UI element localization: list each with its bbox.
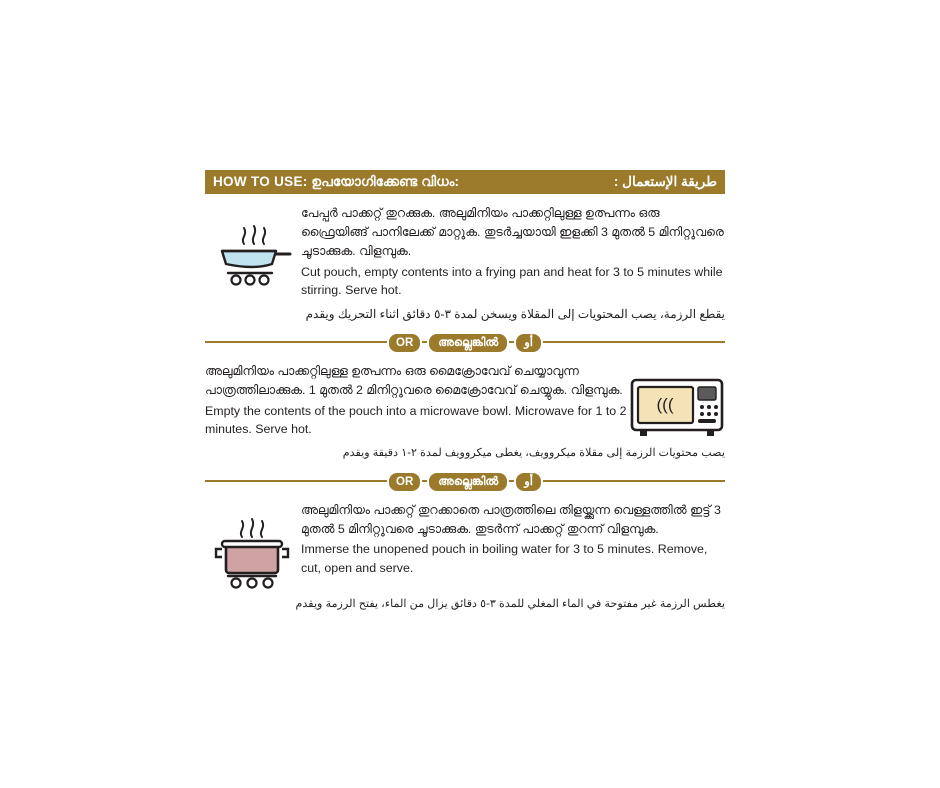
or-pill-ml: അല്ലെങ്കിൽ [427, 471, 509, 493]
how-to-use-panel [205, 170, 725, 620]
section-3-english: Immerse the unopened pouch in boiling water for 3 to 5 minutes. Remove, cut, open and serve. [301, 542, 708, 576]
or-pill-ar: أو [514, 332, 543, 354]
how-to-use-header [205, 170, 725, 194]
header-howto-en: HOW TO USE: [213, 174, 308, 189]
or-pill-ar: أو [514, 471, 543, 493]
method-section-frying-pan [205, 194, 725, 330]
section-3-malayalam: അലുമിനിയം പാക്കറ്റ് തുറക്കാതെ പാത്രത്തിലെ തിളയ്ക്കുന്ന വെള്ളത്തിൽ ഇട്ട് 3 മുതൽ 5 മിനിറ്റുവരെ ചൂടാക്കുക. തുടർന്ന് പാക്കറ്റ് തുറന്ന് വിളമ്പുക. [301, 502, 721, 537]
microwave-icon [629, 362, 725, 440]
svg-text:(((: ((( [656, 395, 674, 415]
or-divider-2 [205, 471, 725, 489]
frying-pan-icon [205, 204, 301, 288]
section-2-english: Empty the contents of the pouch into a microwave bowl. Microwave for 1 to 2 minutes. Serve hot. [205, 403, 627, 437]
section-1-arabic: يقطع الرزمة، يصب المحتويات إلى المقلاة ويسخن لمدة ٣-٥ دقائق اثناء التحريك ويقدم [305, 306, 725, 321]
section-1-malayalam: പേപ്പർ പാക്കറ്റ് തുറക്കുക. അലുമിനിയം പാക്കറ്റിലുള്ള ഉത്പന്നം ഒരു ഫ്രൈയിങ്ങ് പാനിലേക്ക് മാറ്റുക. തുടർച്ചയായി ഇളക്കി 3 മുതൽ 5 മിനിറ്റുവരെ ചൂടാക്കുക. വിളമ്പുക. [301, 206, 724, 259]
section-2-arabic: يصب محتويات الرزمة إلى مقلاة ميكروويف، يغطى ميكروويف لمدة ٢-١ دقيقة ويقدم [342, 447, 725, 460]
or-divider-1 [205, 332, 725, 350]
or-pill-en: OR [387, 471, 422, 493]
header-left-text [213, 174, 459, 190]
section-3-arabic: يغطس الرزمة غير مفتوحة في الماء المغلي للمدة ٣-٥ دقائق يزال من الماء، يفتح الرزمة ويقدم [295, 597, 725, 610]
method-section-microwave [205, 352, 725, 469]
section-2-malayalam: അലുമിനിയം പാക്കറ്റിലുള്ള ഉത്പന്നം ഒരു മൈക്രോവേവ് ചെയ്യാവുന്ന പാത്രത്തിലാക്കുക. 1 മുതൽ 2 മിനിറ്റുവരെ മൈക്രോവേവ് ചെയ്യുക. വിളമ്പുക. [205, 364, 623, 398]
boiling-pot-icon [205, 501, 301, 591]
header-howto-ar: طريقة الإستعمال : [613, 174, 717, 189]
section-1-english: Cut pouch, empty contents into a frying pan and heat for 3 to 5 minutes while stirring. Serve hot. [301, 264, 723, 298]
method-section-boiling-water [205, 491, 725, 620]
or-pill-en: OR [387, 332, 422, 354]
header-howto-ml: ഉപയോഗിക്കേണ്ട വിധം: [311, 174, 460, 189]
or-pill-ml: അല്ലെങ്കിൽ [427, 332, 509, 354]
